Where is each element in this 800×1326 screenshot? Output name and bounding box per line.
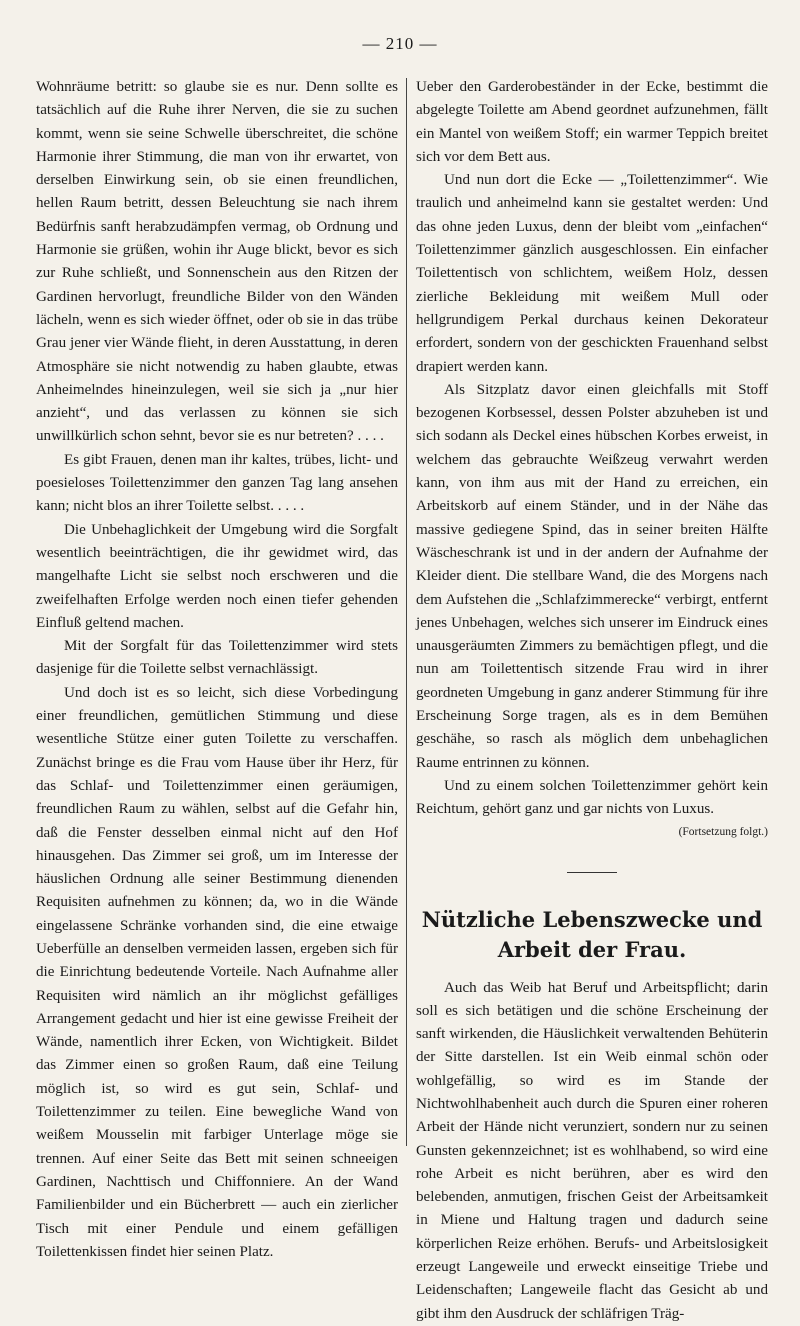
- left-column: [36, 76, 398, 1264]
- paragraph: Es gibt Frauen, denen man ihr kaltes, trübes, licht- und poesieloses Toilettenzimmer den ganzen Tag lang ansehen kann; nicht blos an ihrer Toilette selbst. . . . .: [36, 451, 398, 515]
- column-divider: [406, 78, 407, 1146]
- right-column: [416, 76, 768, 1326]
- paragraph: Und nun dort die Ecke — „Toilettenzimmer“. Wie traulich und anheimelnd kann sie gestaltet werden: Und das ohne jeden Luxus, denn der bleibt vom „einfachen“ Toilettenzimmer gänzlich ausgeschlossen. Ein einfacher Toilettentisch von schlichtem, weißem Holz, dessen zierliche Bekleidung mit weißem Mull oder hellgrundigem Perkal durchaus keinen Dekorateur erfordert, sondern von der geschickten Frauenhand selbst drapiert werden kann.: [416, 172, 768, 375]
- paragraph: Und zu einem solchen Toilettenzimmer gehört kein Reichtum, gehört ganz und gar nichts von Luxus.: [416, 777, 768, 818]
- article-paragraph: Auch das Weib hat Beruf und Arbeitspflicht; darin soll es sich betätigen und die schöne Erscheinung der sanft wirkenden, die Häuslichkeit verwaltenden Behüterin der Sitte darstellen. Ist ein Weib einmal schön oder wohlgefällig, so wird es im Stande der Nichtwohlhabenheit auch durch die Spuren einer roheren Arbeit der Hände nicht verunziert, sondern nur zu seinen Gunsten gekennzeichnet; ist es wohlhabend, so wird eine rohe Arbeit es nicht berühren, aber es wird den belebenden, anmutigen, frischen Geist der Arbeitsamkeit in Miene und Haltung tragen und dadurch seine körperlichen Reize erhöhen. Berufs- und Arbeitslosigkeit erzeugt Langeweile und erweckt einseitige Triebe und Leidenschaften; Langeweile flacht das Gesicht ab und gibt ihm den Ausdruck der schläfrigen Träg-: [416, 979, 768, 1322]
- paragraph: Die Unbehaglichkeit der Umgebung wird die Sorgfalt wesentlich beeinträchtigen, die ihr gewidmet wird, das mangelhafte Licht sie selbst noch erschweren und die zweifelhaften Erfolge werden noch einen tiefer gehenden Einfluß geltend machen.: [36, 521, 398, 631]
- paragraph: Als Sitzplatz davor einen gleichfalls mit Stoff bezogenen Korbsessel, dessen Polster abzuheben ist und sich sodann als Deckel eines hübschen Korbes erweist, in welchem das gebrauchte Weißzeug verwahrt werden kann, von ihm aus mit der Hand zu erreichen, ein Arbeitskorb auf einem Ständer, und in der Nähe das massive gediegene Spind, das in seiner breiten Hälfte Wäscheschrank ist und in der andern der Aufnahme der Kleider dient. Die stellbare Wand, die des Morgens nach dem Aufstehen die „Schlafzimmerecke“ verbirgt, entfernt jenes Unbehagen, welches sich unserer im Eindruck eines unausgeräumten Zimmers zu bemächtigen pflegt, und die nun am Toilettentisch sitzende Frau wird in ihrer geordneten Umgebung in ganz anderer Stimmung für ihre Erscheinung Sorge tragen, als es in dem Bemühen geschähe, so rasch als möglich dem unbehaglichen Raume entrinnen zu können.: [416, 381, 768, 771]
- continuation-note: (Fortsetzung folgt.): [678, 825, 768, 838]
- paragraph: Mit der Sorgfalt für das Toilettenzimmer wird stets dasjenige für die Toilette selbst vernachlässigt.: [36, 638, 398, 678]
- paragraph: Und doch ist es so leicht, sich diese Vorbedingung einer freundlichen, gemütlichen Stimmung und diese wesentliche Stütze einer guten Toilette zu verschaffen. Zunächst bringe es die Frau vom Hause über ihr Herz, für das Schlaf- und Toilettenzimmer einen geräumigen, freundlichen Raum zu wählen, selbst auf die Gefahr hin, daß die Fenster desselben einmal nicht auf den Hof hinausgehen. Das Zimmer sei groß, um im Interesse der häuslichen Ordnung alle seiner Bestimmung dienenden Requisiten aufnehmen zu können; da, wo in die Wände eingelassene Schränke vorhanden sind, die eine etwaige Ueberfülle an denselben vermeiden lassen, ergeben sich für die Einrichtung bedeutende Vorteile. Nach Aufnahme aller Requisiten wird nämlich an ihr möglichst gefälliges Arrangement gedacht und hier ist eine gewisse Freiheit der Wände, namentlich ihrer Ecken, von Wichtigkeit. Bildet das Zimmer einen so großen Raum, daß eine Teilung möglich ist, so wird es gut sein, Schlaf- und Toilettenzimmer zu teilen. Eine bewegliche Wand von weißem Mousselin mit farbiger Unterlage möge sie trennen. Auf einer Seite das Bett mit seinen schneeigen Gardinen, Nachttisch und Chiffonniere. An der Wand Familienbilder und ein Bücherbrett — auch ein zierlicher Tisch mit einer Pendule und einem gefälligen Toilettenkissen findet hier seinen Platz.: [36, 684, 398, 1260]
- section-separator: [567, 872, 617, 873]
- paragraph: Wohnräume betritt: so glaube sie es nur. Denn sollte es tatsächlich auf die Ruhe ihrer Nerven, die sie zu suchen kommt, wenn sie seine Schwelle überschreitet, die schöne Harmonie ihrer Stimmung, die man von ihr erwartet, von derselben Einwirkung sein, ob sie einen freundlichen, hellen Raum betritt, dessen Beleuchtung sie nach ihrem Bedürfnis sanft herabzudämpfen vermag, ob Ordnung und Harmonie sie grüßen, wohin ihr Auge blickt, bevor es sich zur Ruhe schließt, und Sonnenschein aus den Ritzen der Gardinen hervorlugt, freundliche Bilder von den Wänden lächeln, wenn es sich wieder öffnet, oder ob sie in das trübe Grau jener vier Wände flieht, in deren Ausstattung, in deren Atmosphäre sie nicht notwendig zu haben glaubte, etwas Anheimelndes hineinzulegen, weil sie sich ja „nur hier anzieht“, und das verlassen zu können sie sich unwillkürlich schon sehnt, bevor sie es nur betreten? . . . .: [36, 79, 398, 445]
- page-number: — 210 —: [362, 34, 438, 53]
- paragraph: Ueber den Garderobeständer in der Ecke, bestimmt die abgelegte Toilette am Abend geordnet aufzunehmen, fällt ein Mantel von weißem Stoff; ein warmer Teppich breitet sich vor dem Bett aus.: [416, 79, 768, 165]
- article-title: Nützliche Lebenszwecke und Arbeit der Frau.: [421, 906, 763, 962]
